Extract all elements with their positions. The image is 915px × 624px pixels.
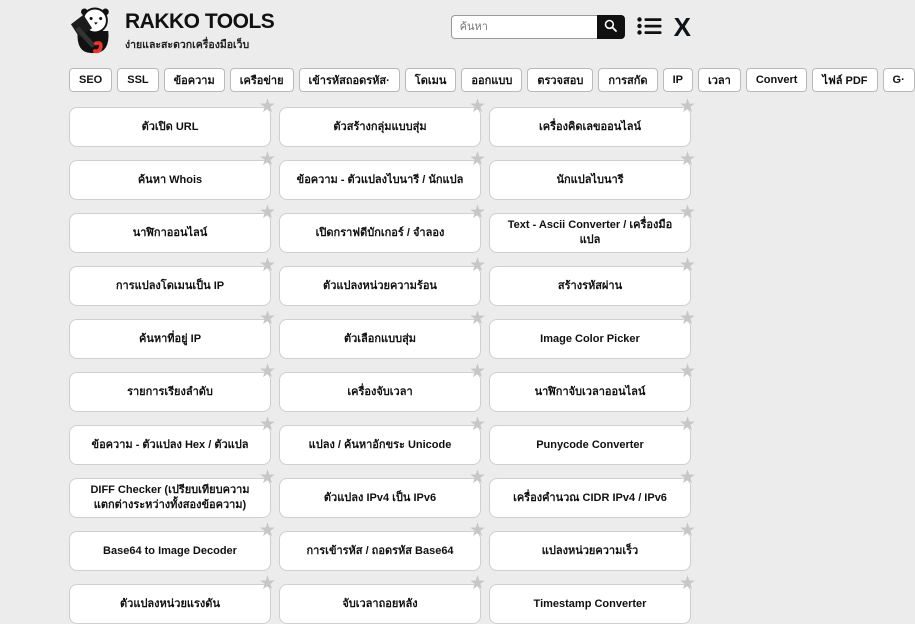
tools-grid xyxy=(69,96,696,624)
tool-name: เปิดกราฟดีบักเกอร์ / จำลอง xyxy=(315,226,445,239)
search-button[interactable] xyxy=(597,15,625,39)
favorite-star-icon[interactable]: ★ xyxy=(468,414,486,435)
tool-name: แปลง / ค้นหาอักขระ Unicode xyxy=(308,438,452,451)
search-bar xyxy=(451,15,625,39)
tool-card[interactable] xyxy=(69,255,276,306)
category-tab[interactable]: เวลา xyxy=(698,68,741,92)
favorite-star-icon[interactable]: ★ xyxy=(468,361,486,382)
tool-name: DIFF Checker (เปรียบเทียบความแตกต่างระหว่างทั้งสองข้อความ) xyxy=(90,484,250,511)
favorite-star-icon[interactable]: ★ xyxy=(678,414,696,435)
tool-card[interactable] xyxy=(279,308,486,359)
tool-name: ตัวแปลงหน่วยความร้อน xyxy=(323,279,437,292)
magnifier-icon xyxy=(604,19,617,35)
favorite-star-icon[interactable]: ★ xyxy=(468,520,486,541)
favorite-star-icon[interactable]: ★ xyxy=(258,255,276,276)
favorite-star-icon[interactable]: ★ xyxy=(468,202,486,223)
tool-card[interactable] xyxy=(69,520,276,571)
tool-card[interactable] xyxy=(489,414,696,465)
tool-card[interactable] xyxy=(489,149,696,200)
category-tabs xyxy=(69,68,905,94)
tool-name: การแปลงโดเมนเป็น IP xyxy=(115,279,225,292)
favorite-star-icon[interactable]: ★ xyxy=(258,361,276,382)
category-tab[interactable]: SSL xyxy=(117,68,158,92)
tool-card[interactable] xyxy=(489,308,696,359)
tool-card[interactable] xyxy=(279,520,486,571)
favorite-star-icon[interactable]: ★ xyxy=(258,202,276,223)
tool-card[interactable] xyxy=(489,361,696,412)
tool-card[interactable] xyxy=(69,96,276,147)
category-tab[interactable]: G· xyxy=(883,68,915,92)
tool-name: เครื่องจับเวลา xyxy=(347,385,413,398)
tool-card[interactable] xyxy=(69,573,276,624)
otter-mascot-icon xyxy=(69,8,117,59)
favorite-star-icon[interactable]: ★ xyxy=(678,202,696,223)
favorite-star-icon[interactable]: ★ xyxy=(678,467,696,488)
tool-name: ตัวสร้างกลุ่มแบบสุ่ม xyxy=(333,120,427,133)
tool-card[interactable] xyxy=(279,255,486,306)
tool-name: นักแปลไบนารี xyxy=(556,173,624,186)
tool-card[interactable] xyxy=(489,573,696,624)
category-tab[interactable]: โดเมน xyxy=(405,68,457,92)
favorite-star-icon[interactable]: ★ xyxy=(258,96,276,117)
header xyxy=(69,0,691,59)
category-tab[interactable]: เข้ารหัสถอดรหัส· xyxy=(299,68,400,92)
favorite-star-icon[interactable]: ★ xyxy=(258,573,276,594)
tool-card[interactable] xyxy=(489,96,696,147)
favorite-star-icon[interactable]: ★ xyxy=(258,520,276,541)
favorite-star-icon[interactable]: ★ xyxy=(678,96,696,117)
favorite-star-icon[interactable]: ★ xyxy=(678,255,696,276)
x-twitter-link[interactable] xyxy=(674,14,691,40)
favorite-star-icon[interactable]: ★ xyxy=(468,308,486,329)
tool-name: การเข้ารหัส / ถอดรหัส Base64 xyxy=(306,544,454,557)
tool-name: Punycode Converter xyxy=(536,438,644,451)
favorite-star-icon[interactable]: ★ xyxy=(258,308,276,329)
favorite-star-icon[interactable]: ★ xyxy=(468,96,486,117)
tool-list-menu-button[interactable] xyxy=(637,16,662,39)
tool-card[interactable] xyxy=(69,467,276,518)
tool-card[interactable] xyxy=(489,520,696,571)
tool-name: Base64 to Image Decoder xyxy=(103,544,237,557)
category-tab[interactable]: ออกแบบ xyxy=(461,68,522,92)
tool-card[interactable] xyxy=(489,467,696,518)
favorite-star-icon[interactable]: ★ xyxy=(468,149,486,170)
tool-name: เครื่องคำนวณ CIDR IPv4 / IPv6 xyxy=(513,491,667,504)
tool-name: สร้างรหัสผ่าน xyxy=(557,279,623,292)
brand-logo[interactable] xyxy=(69,8,274,59)
tool-name: ข้อความ - ตัวแปลง Hex / ตัวแปล xyxy=(91,438,249,451)
favorite-star-icon[interactable]: ★ xyxy=(678,573,696,594)
category-tab[interactable]: เครือข่าย xyxy=(230,68,294,92)
tool-name: ตัวแปลงหน่วยแรงดัน xyxy=(120,597,220,610)
tool-card[interactable] xyxy=(69,361,276,412)
favorite-star-icon[interactable]: ★ xyxy=(678,149,696,170)
tool-name: ตัวเลือกแบบสุ่ม xyxy=(343,332,417,345)
favorite-star-icon[interactable]: ★ xyxy=(678,520,696,541)
tool-card[interactable] xyxy=(279,467,486,518)
tool-name: ค้นหา Whois xyxy=(137,173,203,186)
tool-name: Timestamp Converter xyxy=(533,597,647,610)
favorite-star-icon[interactable]: ★ xyxy=(678,361,696,382)
tool-name: จับเวลาถอยหลัง xyxy=(342,597,418,610)
favorite-star-icon[interactable]: ★ xyxy=(258,414,276,435)
x-twitter-icon: X xyxy=(673,12,691,42)
category-tab[interactable]: ตรวจสอบ xyxy=(527,68,593,92)
category-tab[interactable]: การสกัด xyxy=(598,68,657,92)
favorite-star-icon[interactable]: ★ xyxy=(258,467,276,488)
site-title: RAKKO TOOLS xyxy=(125,10,275,33)
category-tab[interactable]: SEO xyxy=(69,68,112,92)
tool-name: แปลงหน่วยความเร็ว xyxy=(541,544,639,557)
category-tab[interactable]: Convert xyxy=(746,68,808,92)
tool-card[interactable] xyxy=(279,96,486,147)
tool-name: ตัวเปิด URL xyxy=(141,120,199,133)
favorite-star-icon[interactable]: ★ xyxy=(258,149,276,170)
tool-name: รายการเรียงลำดับ xyxy=(127,385,213,398)
tool-card[interactable] xyxy=(279,573,486,624)
tool-name: ค้นหาที่อยู่ IP xyxy=(138,332,202,345)
favorite-star-icon[interactable]: ★ xyxy=(468,573,486,594)
category-tab[interactable]: IP xyxy=(663,68,693,92)
tool-card[interactable] xyxy=(279,414,486,465)
tool-card[interactable] xyxy=(489,255,696,306)
tool-card[interactable] xyxy=(279,202,486,253)
favorite-star-icon[interactable]: ★ xyxy=(468,255,486,276)
tool-card[interactable] xyxy=(69,414,276,465)
list-menu-icon xyxy=(637,16,662,39)
tool-name: นาฬิกาออนไลน์ xyxy=(132,226,208,239)
tool-name: Image Color Picker xyxy=(540,332,640,345)
site-tagline: ง่ายและสะดวกเครื่องมือเว็บ xyxy=(125,39,250,52)
search-input[interactable] xyxy=(451,15,597,39)
tool-card[interactable] xyxy=(69,308,276,359)
category-tab[interactable]: ไฟล์ PDF xyxy=(812,68,877,92)
favorite-star-icon[interactable]: ★ xyxy=(468,467,486,488)
tool-name: Text - Ascii Converter / เครื่องมือแปล xyxy=(507,219,673,246)
tool-name: ตัวแปลง IPv4 เป็น IPv6 xyxy=(323,491,437,504)
tool-card[interactable] xyxy=(69,149,276,200)
favorite-star-icon[interactable]: ★ xyxy=(678,308,696,329)
tool-name: นาฬิกาจับเวลาออนไลน์ xyxy=(534,385,646,398)
tool-name: ข้อความ - ตัวแปลงไบนารี / นักแปล xyxy=(296,173,464,186)
category-tab[interactable]: ข้อความ xyxy=(164,68,225,92)
tool-card[interactable] xyxy=(279,149,486,200)
tool-card[interactable] xyxy=(69,202,276,253)
tool-card[interactable] xyxy=(279,361,486,412)
tool-name: เครื่องคิดเลขออนไลน์ xyxy=(538,120,642,133)
tool-card[interactable] xyxy=(489,202,696,253)
